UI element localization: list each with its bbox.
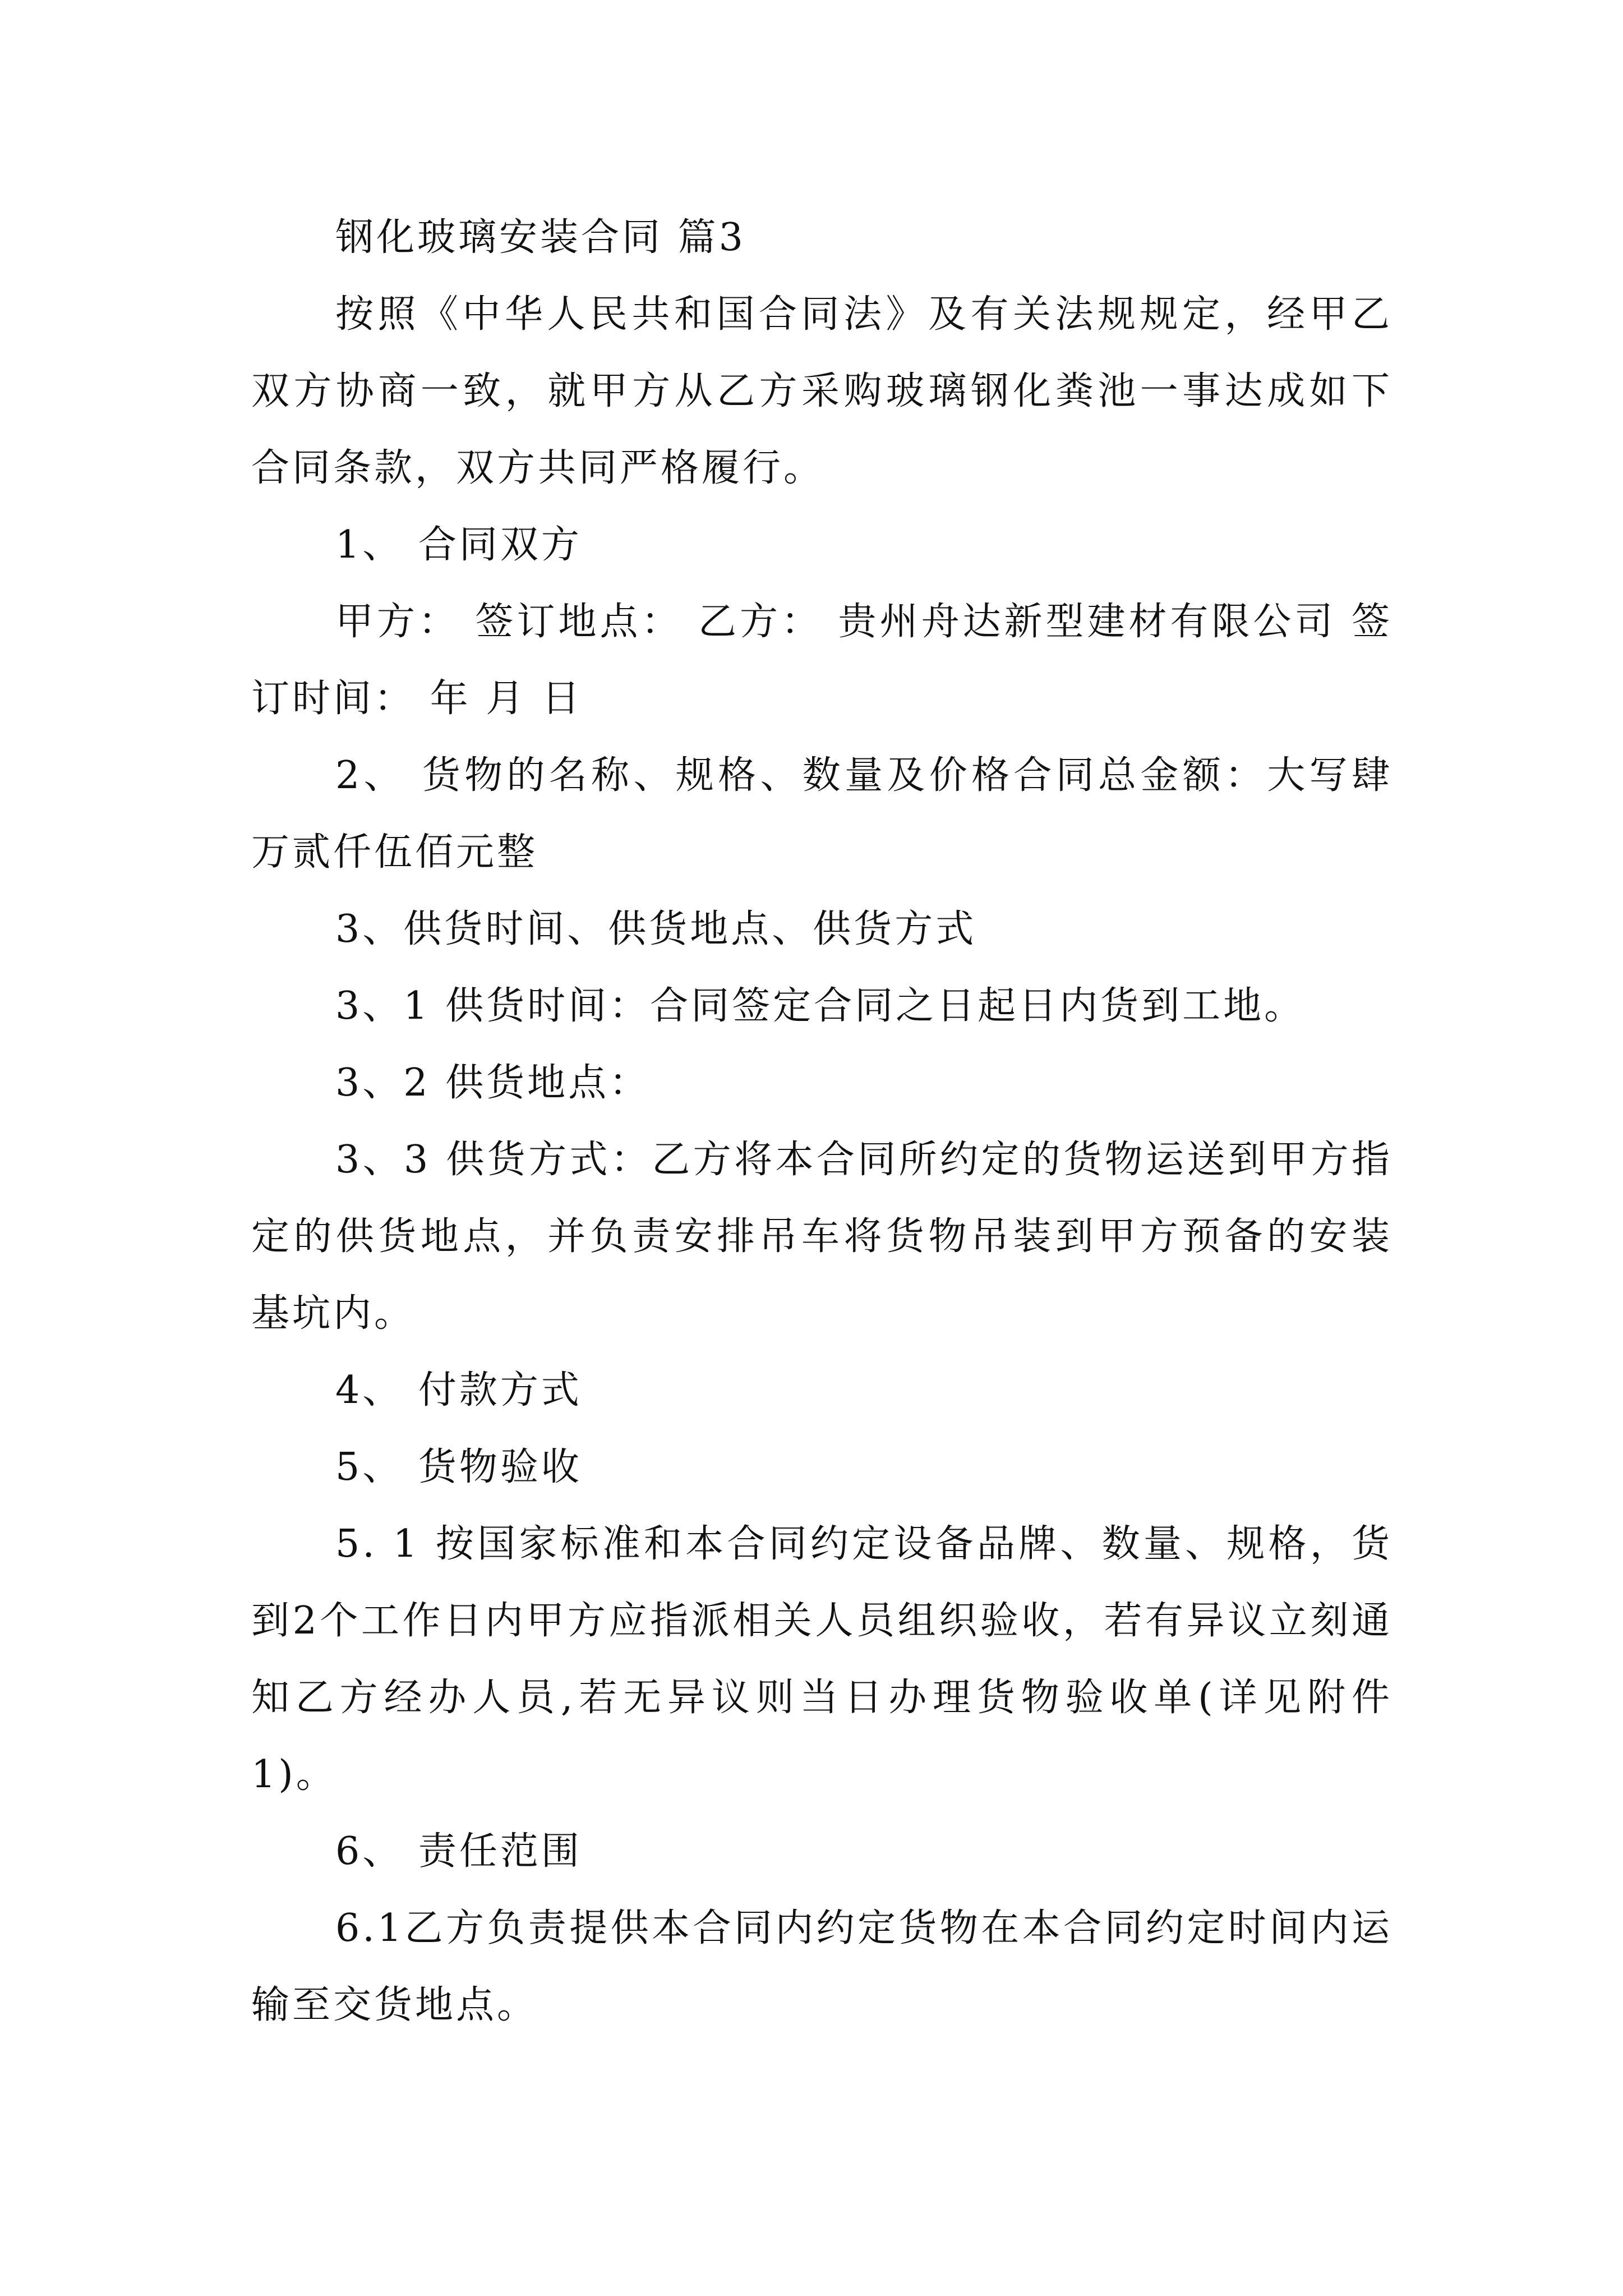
paragraph-preamble: 按照《中华人民共和国合同法》及有关法规规定，经甲乙双方协商一致，就甲方从乙方采购玻璃钢化粪池一事达成如下合同条款，双方共同严格履行。: [251, 292, 1393, 490]
paragraph-supply-place: 3、2 供货地点：: [335, 1061, 651, 1105]
paragraph-supply-time: 3、1 供货时间：合同签定合同之日起日内货到工地。: [335, 984, 1306, 1028]
section-heading-acceptance: 5、 货物验收: [335, 1445, 582, 1489]
section-heading-goods: 2、 货物的名称、规格、数量及价格合同总金额：大写肆万贰仟伍佰元整: [251, 753, 1393, 875]
paragraph-acceptance: 5. 1 按国家标准和本合同约定设备品牌、数量、规格，货到2个工作日内甲方应指派相关人员组织验收，若有异议立刻通知乙方经办人员,若无异议则当日办理货物验收单(详见附件1)。: [251, 1522, 1393, 1797]
section-heading-supply: 3、供货时间、供货地点、供货方式: [335, 907, 977, 951]
section-heading-parties: 1、 合同双方: [335, 523, 582, 567]
paragraph-supply-method: 3、3 供货方式：乙方将本合同所约定的货物运送到甲方指定的供货地点，并负责安排吊车将货物吊装到甲方预备的安装基坑内。: [251, 1138, 1393, 1336]
section-heading-payment: 4、 付款方式: [335, 1368, 582, 1412]
paragraph-responsibility: 6.1乙方负责提供本合同内约定货物在本合同约定时间内运输至交货地点。: [251, 1906, 1393, 2027]
document-body: [251, 199, 1393, 2044]
document-heading: 钢化玻璃安装合同 篇3: [335, 215, 746, 260]
paragraph-parties: 甲方： 签订地点： 乙方： 贵州舟达新型建材有限公司 签订时间： 年 月 日: [251, 600, 1393, 721]
section-heading-responsibility: 6、 责任范围: [335, 1829, 582, 1874]
